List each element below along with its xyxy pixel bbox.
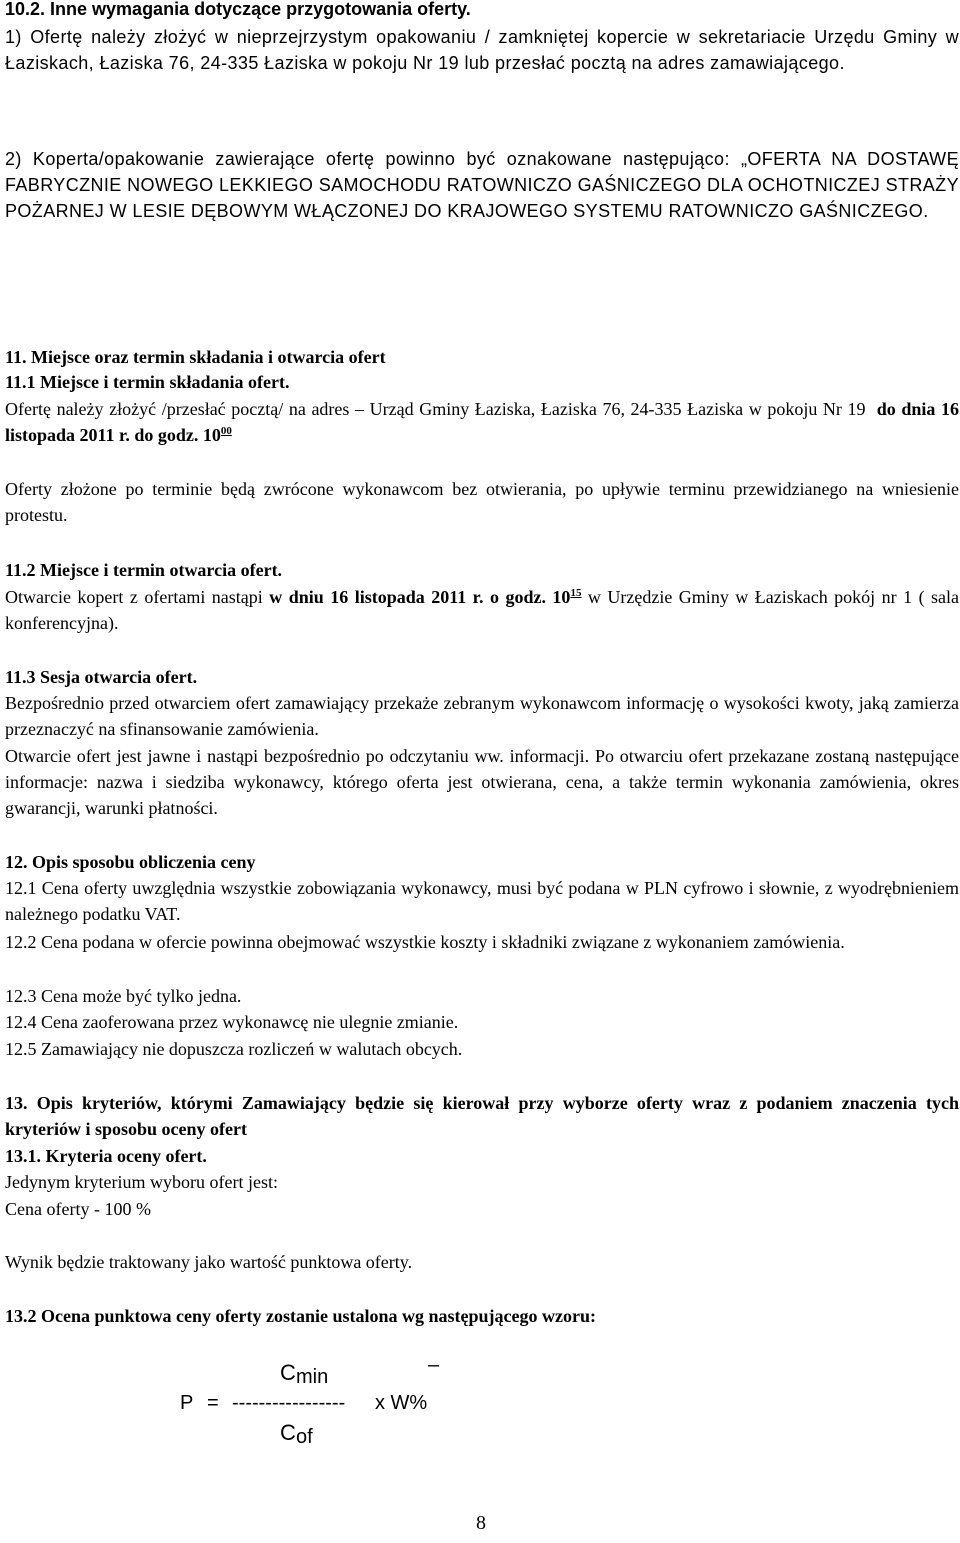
section-11-2-text: Otwarcie kopert z ofertami nastąpi w dniu 16 listopada 2011 r. o godz. $10^{15}$ w Urzędzie Gminy w Łaziskach pokój nr 1 ( sala konferencyjna). xyxy=(5,587,960,633)
section-13-heading: 13. Opis kryteriów, którymi Zamawiający będzie się kierował przy wyborze oferty wraz z podaniem znaczenia tych kryteriów i sposobu oceny ofert xyxy=(5,1093,959,1139)
section-11-2-heading: 11.2 Miejsce i termin otwarcia ofert. xyxy=(5,560,283,580)
opening-date: w dniu 16 listopada 2011 r. o godz. $10^{15}$ xyxy=(269,587,582,607)
envelope-label: „OFERTA NA DOSTAWĘ FABRYCZNIE NOWEGO LEKKIEGO SAMOCHODU RATOWNICZO GAŚNICZEGO DLA OCHOTNICZEJ STRAŻY POŻARNEJ W LESIE DĘBOWYM WŁĄCZONEJ DO KRAJOWEGO SYSTEMU RATOWNICZO GAŚNICZEGO. xyxy=(5,149,959,221)
opening-minutes: 15 xyxy=(570,587,582,599)
criteria-line-1: Jedynym kryterium wyboru ofert jest: xyxy=(5,1172,278,1192)
formula-denominator-subscript: of xyxy=(296,1426,313,1448)
formula-denominator-c: C xyxy=(280,1420,296,1445)
section-10-2-heading: 10.2. Inne wymagania dotyczące przygotowania oferty. xyxy=(5,0,471,19)
section-12-3: 12.3 Cena może być tylko jedna. xyxy=(5,986,242,1006)
criteria-line-3: Wynik będzie traktowany jako wartość punktowa oferty. xyxy=(5,1252,413,1272)
section-10-2-point-2 xyxy=(5,146,959,224)
section-10-2-point-1: 1) Ofertę należy złożyć w nieprzejrzystym opakowaniu / zamkniętej kopercie w sekretariacie Urzędu Gminy w Łaziskach, Łaziska 76, 24-335 Łaziska w pokoju Nr 19 lub przesłać pocztą na adres zamawiającego. xyxy=(5,27,959,73)
formula-equals: = xyxy=(207,1392,219,1414)
section-13-2-heading: 13.2 Ocena punktowa ceny oferty zostanie ustalona wg następującego wzoru: xyxy=(5,1306,596,1326)
section-11-1-text xyxy=(5,396,959,448)
price-formula xyxy=(0,1354,600,1460)
formula-numerator-c: C xyxy=(280,1360,296,1385)
point-2-intro: 2) Koperta/opakowanie zawierające ofertę powinno być oznakowane następująco: xyxy=(5,149,730,169)
section-12-5: 12.5 Zamawiający nie dopuszcza rozliczeń w walutach obcych. xyxy=(5,1039,463,1059)
section-12-1: 12.1 Cena oferty uwzględnia wszystkie zobowiązania wykonawcy, musi być podana w PLN cyfrowo i słownie, z wyodrębnieniem należnego podatku VAT. xyxy=(5,878,959,924)
formula-dash-mark: – xyxy=(428,1354,440,1376)
section-11-3-heading: 11.3 Sesja otwarcia ofert. xyxy=(5,667,198,687)
late-offers-note: Oferty złożone po terminie będą zwrócone wykonawcom bez otwierania, po upływie terminu przewidzianego na wniesienie protestu. xyxy=(5,479,959,525)
section-12-4: 12.4 Cena zaoferowana przez wykonawcę nie ulegnie zmianie. xyxy=(5,1012,459,1032)
criteria-line-2: Cena oferty - 100 % xyxy=(5,1199,151,1219)
section-11-3-paragraph-2: Otwarcie ofert jest jawne i nastąpi bezpośrednio po odczytaniu ww. informacji. Po otwarciu ofert przekazane zostaną następujące informacje: nazwa i siedziba wykonawcy, którego oferta jest otwierana, cena, a także termin wykonania zamówienia, okres gwarancji, warunki płatności. xyxy=(5,746,959,818)
section-12-heading: 12. Opis sposobu obliczenia ceny xyxy=(5,852,256,872)
formula-numerator-subscript: min xyxy=(296,1366,329,1388)
section-12-2: 12.2 Cena podana w ofercie powinna obejmować wszystkie koszty i składniki związane z wykonaniem zamówienia. xyxy=(5,932,845,952)
formula-weight: x W% xyxy=(375,1392,428,1414)
section-11-1-heading: 11.1 Miejsce i termin składania ofert. xyxy=(5,372,290,392)
submission-deadline: do dnia 16 listopada 2011 r. do godz. $10^{00}$ xyxy=(5,399,960,445)
formula-fraction-line: ----------------- xyxy=(232,1392,346,1414)
section-13-1-heading: 13.1. Kryteria oceny ofert. xyxy=(5,1146,207,1166)
formula-p: P xyxy=(180,1392,194,1414)
section-11-heading: 11. Miejsce oraz termin składania i otwarcia ofert xyxy=(5,347,386,367)
section-11-3-paragraph-1: Bezpośrednio przed otwarciem ofert zamawiający przekaże zebranym wykonawcom informację o wysokości kwoty, jaką zamierza przeznaczyć na sfinansowanie zamówienia. xyxy=(5,693,959,739)
submission-address: Ofertę należy złożyć /przesłać pocztą/ na adres – Urząd Gminy Łaziska, Łaziska 76, 24-335 Łaziska w pokoju Nr 19 xyxy=(5,399,866,419)
page-number: 8 xyxy=(476,1512,486,1534)
submission-minutes: 00 xyxy=(220,425,232,437)
